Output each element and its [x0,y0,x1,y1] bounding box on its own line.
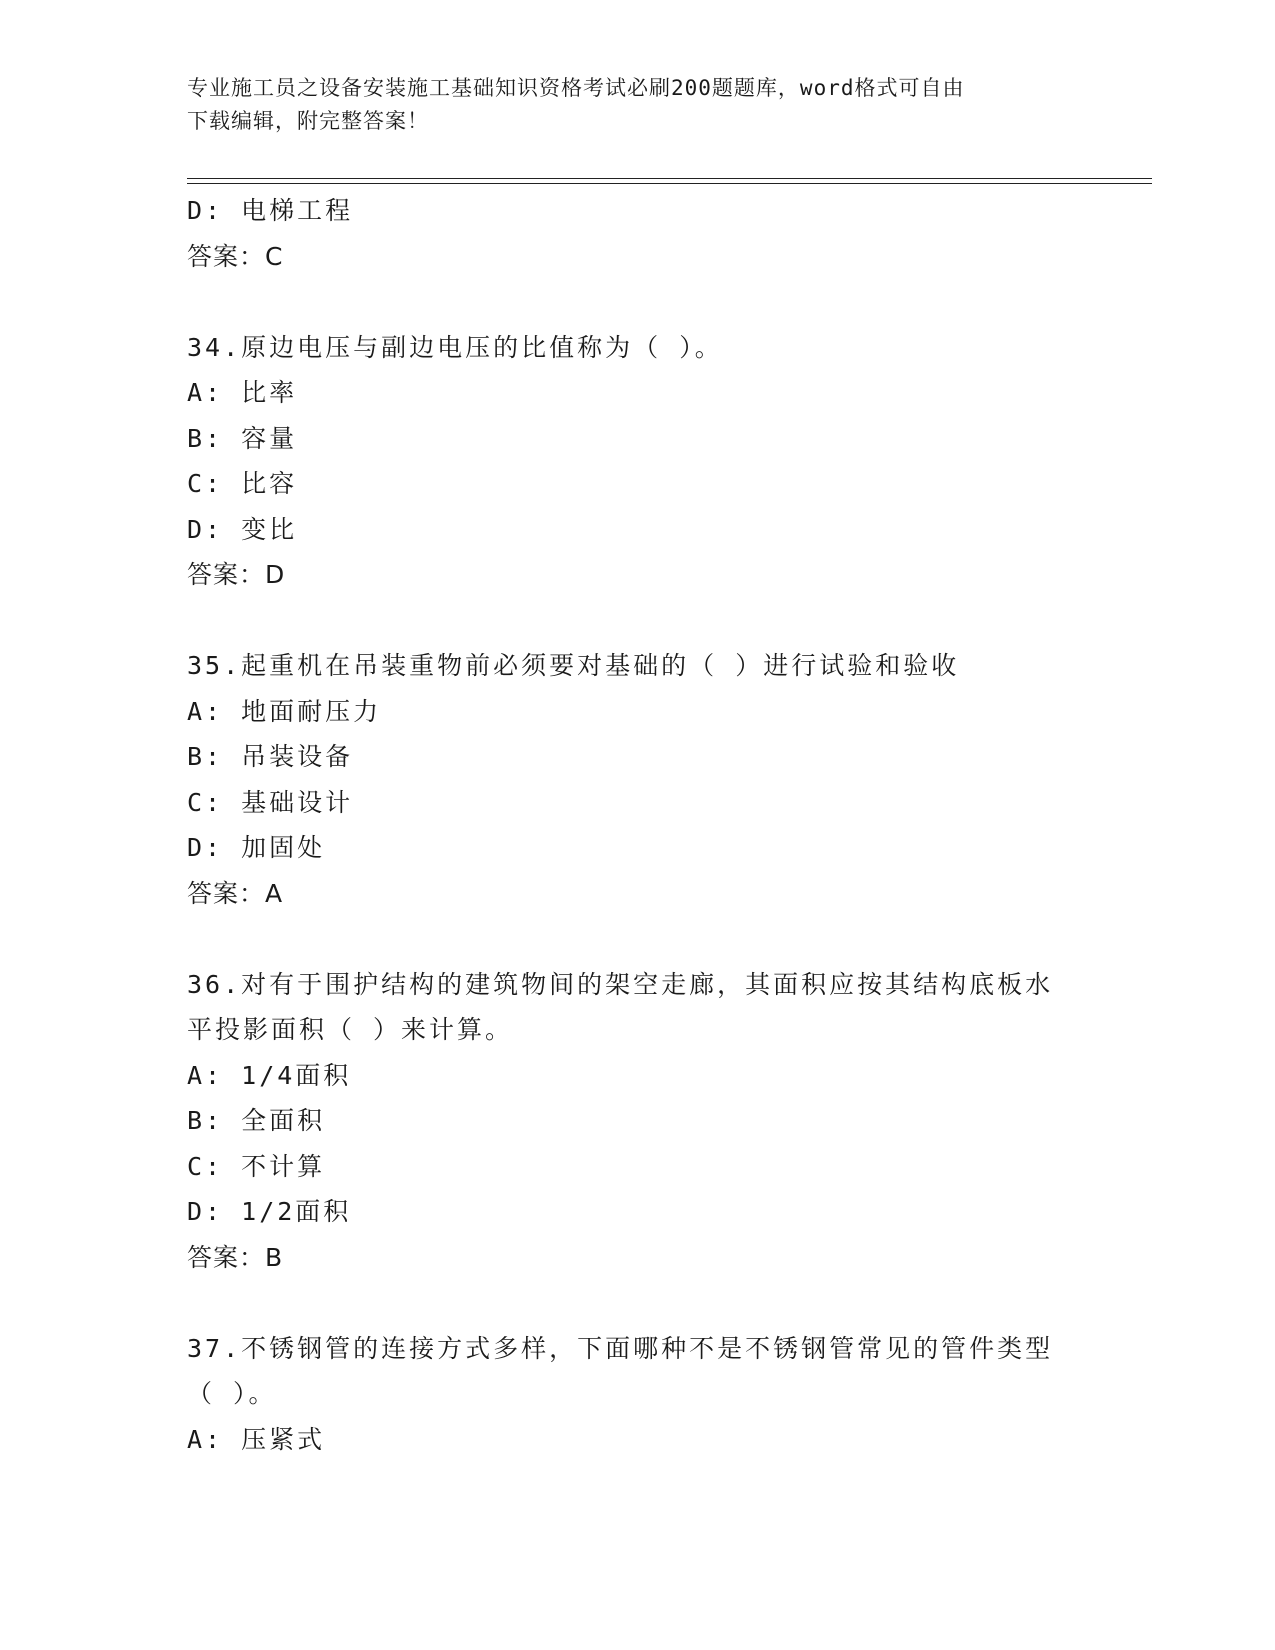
question-34-answer: 答案：D [187,560,286,589]
question-34-option-d: D: 变比 [187,514,298,544]
question-34-option-a: A: 比率 [187,378,298,407]
spacer [187,1280,1087,1326]
question-list [187,188,1087,1462]
question-37-stem-line-2: （ ）。 [187,1379,277,1408]
question-36-option-b: B: 全面积 [187,1106,326,1135]
question-36-stem-line-1: 36.对有于围护结构的建筑物间的架空走廊，其面积应按其结构底板水 [187,969,1054,999]
question-35-option-d: D: 加固处 [187,833,326,862]
question-35-option-c: C: 基础设计 [187,787,354,817]
question-36-stem-line-2: 平投影面积（ ）来计算。 [187,1015,514,1044]
question-34-option-b: B: 容量 [187,423,298,453]
question-37-stem-line-1: 37.不锈钢管的连接方式多样，下面哪种不是不锈钢管常见的管件类型 [187,1333,1054,1363]
question-36-option-a: A: 1/4面积 [187,1060,352,1090]
header-line-1: 专业施工员之设备安装施工基础知识资格考试必刷200题题库，word格式可自由 [187,76,965,100]
question-34-option-c: C: 比容 [187,469,298,498]
header-divider [187,178,1152,184]
document-header [187,72,1087,138]
question-36-answer: 答案：B [187,1242,284,1272]
prev-question-option-d: D: 电梯工程 [187,196,354,225]
question-35-stem: 35.起重机在吊装重物前必须要对基础的（ ）进行试验和验收 [187,651,960,680]
question-35-answer: 答案：A [187,878,284,908]
question-35-option-a: A: 地面耐压力 [187,696,382,726]
spacer [187,279,1087,325]
spacer [187,916,1087,962]
prev-question-answer: 答案：C [187,241,284,271]
question-36-option-d: D: 1/2面积 [187,1197,352,1226]
question-36-option-c: C: 不计算 [187,1151,326,1181]
spacer [187,598,1087,644]
question-35-option-b: B: 吊装设备 [187,742,354,771]
question-37-option-a: A: 压紧式 [187,1424,326,1454]
header-line-2: 下载编辑，附完整答案！ [187,109,429,133]
question-34-stem: 34.原边电压与副边电压的比值称为（ ）。 [187,332,723,362]
